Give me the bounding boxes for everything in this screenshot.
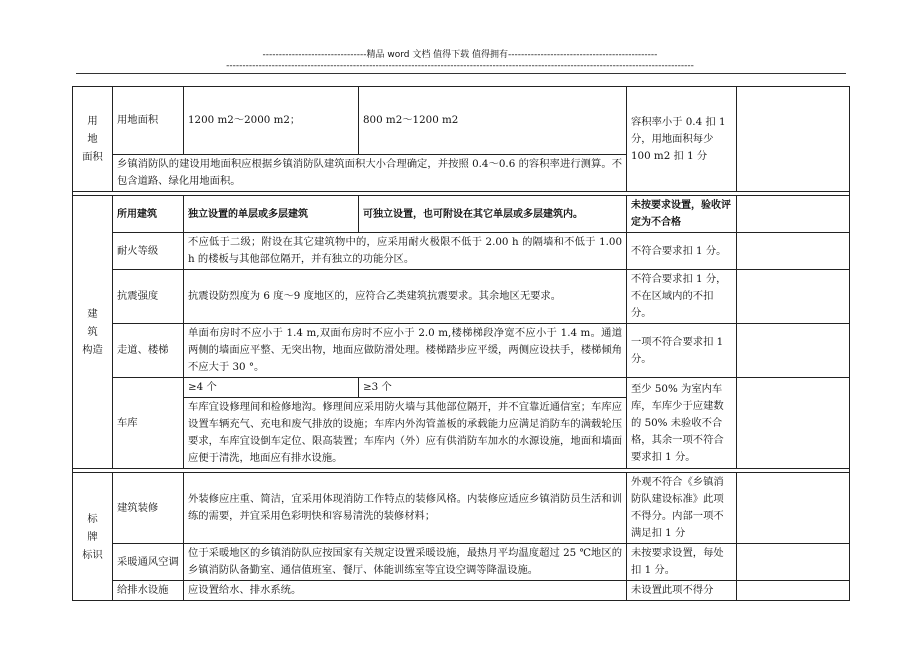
decor-row	[73, 473, 850, 544]
water-penalty: 未设置此项不得分	[627, 581, 737, 601]
category-structure: 建 筑 构造	[73, 196, 113, 469]
standards-table	[72, 86, 850, 601]
hvac-score	[737, 544, 850, 581]
site-area-col-a: 1200 m2～2000 m2；	[184, 87, 359, 155]
header-line-2: ------------------------------------------------------------------------------------------------------------------------------------------------	[226, 61, 694, 71]
header-line-1: --------------------------------精品 word 文档 值得下载 值得拥有----------------------------------------------	[262, 50, 658, 60]
site-area-note: 乡镇消防队的建设用地面积应根据乡镇消防队建筑面积大小合理确定，并按照 0.4～0.6 的容积率进行测算。不包含道路、绿化用地面积。	[113, 155, 627, 192]
head-attached: 可独立设置，也可附设在其它单层或多层建筑内。	[359, 196, 627, 233]
garage-penalty: 至少 50% 为室内车库，车库少于应建数的 50% 未验收不合格，其余一项不符合要求扣 1 分。	[627, 378, 737, 469]
item-water: 给排水设施	[113, 581, 184, 601]
item-stairs: 走道、楼梯	[113, 324, 184, 378]
fire-rating-row	[73, 233, 850, 270]
head-penalty: 未按要求设置，验收评定为不合格	[627, 196, 737, 233]
decor-score	[737, 473, 850, 544]
fire-rating-content: 不应低于二级；附设在其它建筑物中的，应采用耐火极限不低于 2.00 h 的隔墙和不低于 1.00 h 的楼板与其他部位隔开，并有独立的功能分区。	[184, 233, 627, 270]
item-hvac: 采暖通风空调	[113, 544, 184, 581]
stairs-content: 单面布房时不应小于 1.4 m,双面布房时不应小于 2.0 m,楼梯梯段净宽不应小于 1.4 m。通道两侧的墙面应平整、无突出物，地面应做防滑处理。楼梯踏步应平缓，两侧应设扶手，楼梯倾角不应大于 30 °。	[184, 324, 627, 378]
stairs-row	[73, 324, 850, 378]
stairs-score	[737, 324, 850, 378]
head-standalone: 独立设置的单层或多层建筑	[184, 196, 359, 233]
item-garage: 车库	[113, 378, 184, 469]
seismic-penalty: 不符合要求扣 1 分，不在区域内的不扣分。	[627, 270, 737, 324]
site-area-col-b: 800 m2～1200 m2	[359, 87, 627, 155]
garage-count-b: ≥3 个	[359, 378, 627, 398]
decor-content: 外装修应庄重、简洁，宜采用体现消防工作特点的装修风格。内装修应适应乡镇消防员生活和训练的需要，并宜采用色彩明快和容易清洗的装修材料；	[184, 473, 627, 544]
seismic-score	[737, 270, 850, 324]
head-score	[737, 196, 850, 233]
garage-score	[737, 378, 850, 469]
water-score	[737, 581, 850, 601]
fire-rating-score	[737, 233, 850, 270]
garage-content: 车库宜设修理间和检修地沟。修理间应采用防火墙与其他部位隔开，并不宜靠近通信室；车库应设置车辆充气、充电和废气排放的设施；车库内外沟管盖板的承载能力应满足消防车的满载轮压要求，车库宜设倒车定位、限高装置；车库内（外）应有供消防车加水的水源设施，地面和墙面应便于清洗，地面应有排水设施。	[184, 398, 627, 469]
seismic-row	[73, 270, 850, 324]
fire-rating-penalty: 不符合要求扣 1 分。	[627, 233, 737, 270]
garage-count-a: ≥4 个	[184, 378, 359, 398]
water-content: 应设置给水、排水系统。	[184, 581, 627, 601]
stairs-penalty: 一项不符合要求扣 1 分。	[627, 324, 737, 378]
site-area-row	[73, 87, 850, 155]
category-site-area: 用 地 面积	[73, 87, 113, 192]
water-row	[73, 581, 850, 601]
site-area-penalty: 容积率小于 0.4 扣 1 分，用地面积每少 100 m2 扣 1 分	[627, 87, 737, 192]
hvac-row	[73, 544, 850, 581]
header-rule	[76, 73, 846, 74]
hvac-penalty: 未按要求设置，每处扣 1 分。	[627, 544, 737, 581]
hvac-content: 位于采暖地区的乡镇消防队应按国家有关规定设置采暖设施，最热月平均温度超过 25 ℃地区的乡镇消防队备勤室、通信值班室、餐厅、体能训练室等宜设空调等降温设施。	[184, 544, 627, 581]
seismic-content: 抗震设防烈度为 6 度～9 度地区的，应符合乙类建筑抗震要求。其余地区无要求。	[184, 270, 627, 324]
decor-penalty: 外观不符合《乡镇消防队建设标准》此项不得分。内部一项不满足扣 1 分	[627, 473, 737, 544]
head-building: 所用建筑	[113, 196, 184, 233]
item-fire-rating: 耐火等级	[113, 233, 184, 270]
category-signage: 标 牌 标识	[73, 473, 113, 601]
site-area-score	[737, 87, 850, 192]
structure-head-row	[73, 196, 850, 233]
item-seismic: 抗震强度	[113, 270, 184, 324]
item-decor: 建筑装修	[113, 473, 184, 544]
item-site-area: 用地面积	[113, 87, 184, 155]
garage-count-row	[73, 378, 850, 398]
